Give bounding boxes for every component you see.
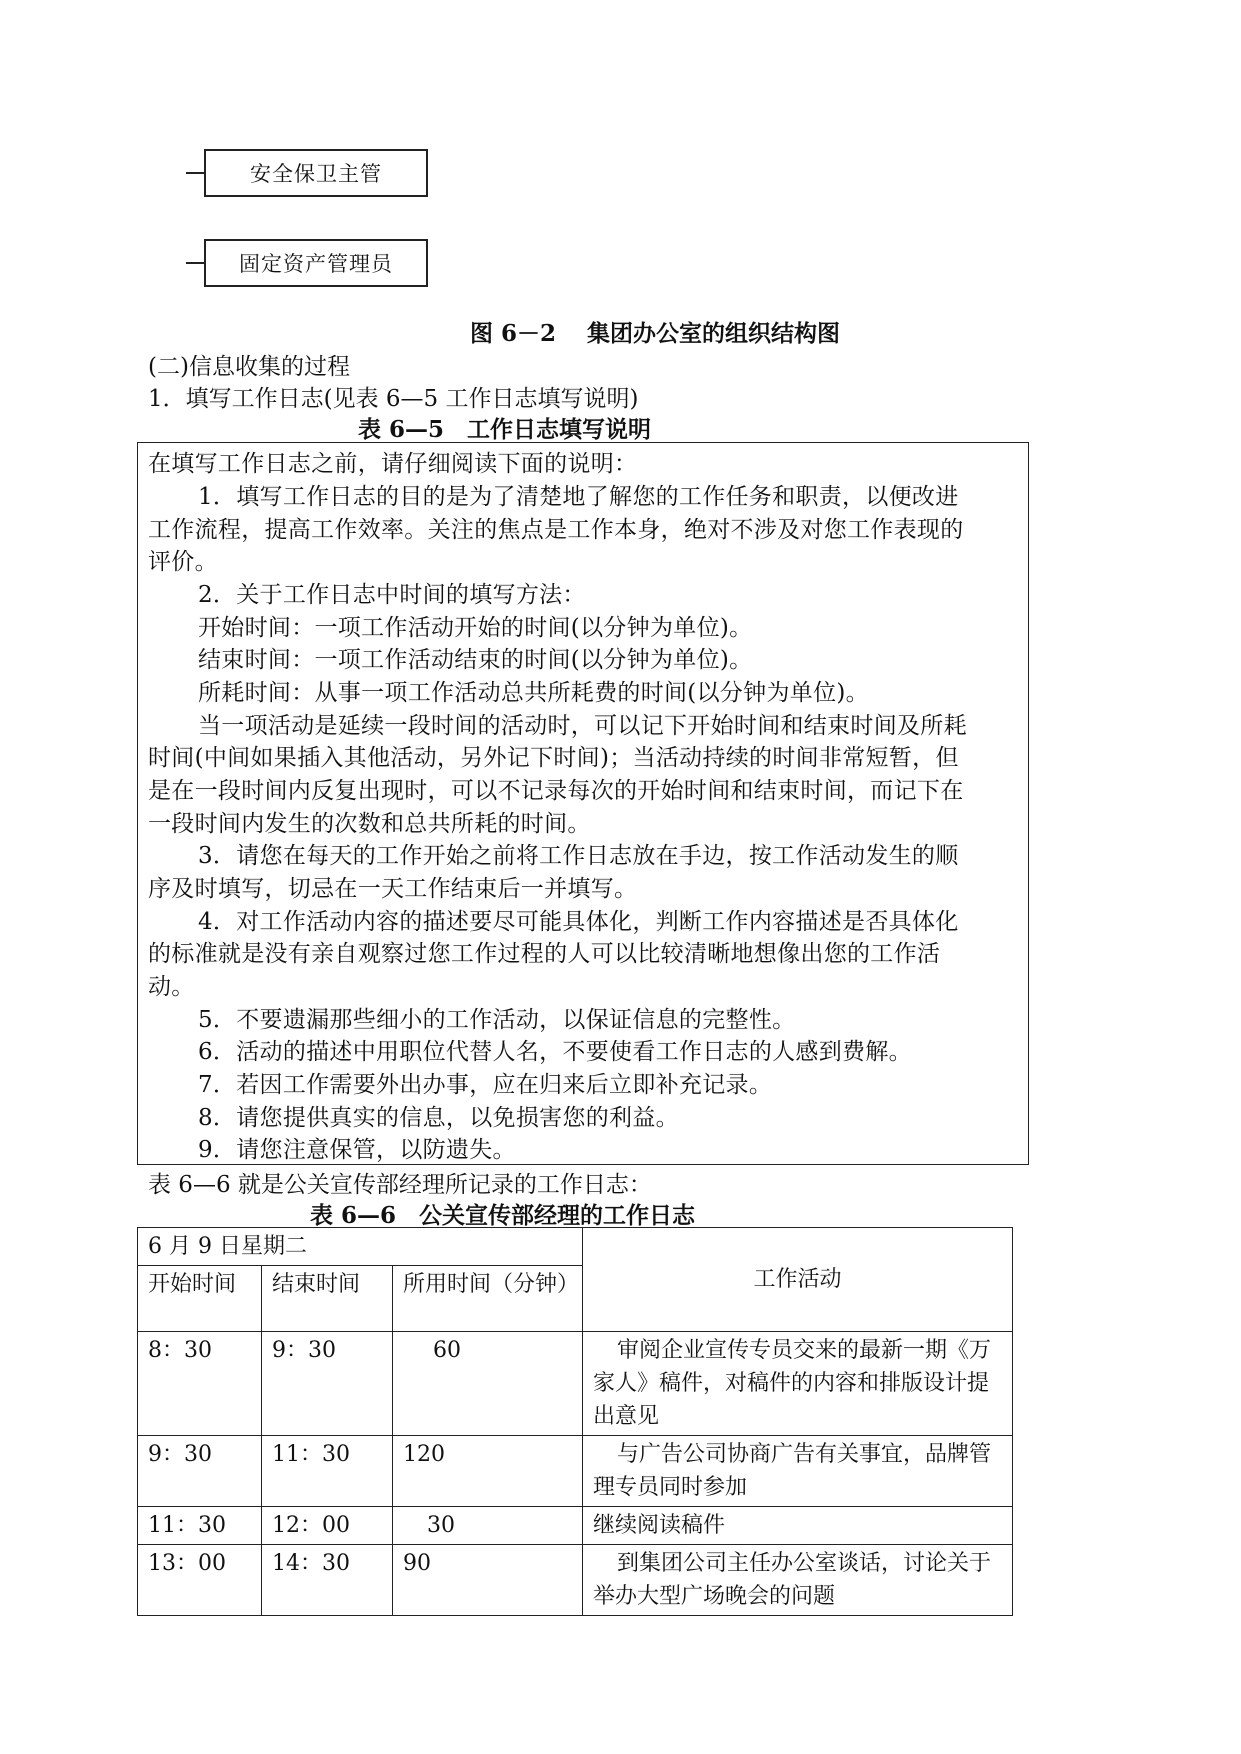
instruction-line: 8．请您提供真实的信息，以免损害您的利益。 — [198, 1105, 679, 1131]
instruction-line: 6．活动的描述中用职位代替人名，不要使看工作日志的人感到费解。 — [198, 1039, 912, 1065]
figure-caption: 图 6－2 集团办公室的组织结构图 — [470, 320, 841, 347]
end-time-cell: 14：30 — [262, 1545, 393, 1616]
end-time-cell: 12：00 — [262, 1507, 393, 1545]
instruction-line: 1．填写工作日志的目的是为了清楚地了解您的工作任务和职责，以便改进 — [198, 484, 959, 510]
instruction-line: 时间(中间如果插入其他活动，另外记下时间)；当活动持续的时间非常短暂，但 — [148, 745, 959, 771]
instruction-line: 9．请您注意保管，以防遗失。 — [198, 1137, 516, 1163]
work-log-table — [137, 1227, 1013, 1616]
instruction-line: 评价。 — [148, 549, 218, 575]
org-box-fixed-asset-clerk — [204, 239, 428, 287]
instruction-line: 2．关于工作日志中时间的填写方法： — [198, 582, 586, 608]
start-time-cell: 9：30 — [138, 1436, 262, 1507]
header-duration: 所用时间（分钟） — [393, 1266, 583, 1332]
org-connector-line — [186, 172, 204, 174]
instruction-line: 开始时间：一项工作活动开始的时间(以分钟为单位)。 — [198, 615, 753, 641]
org-box-security-supervisor — [204, 149, 428, 197]
instruction-line: 一段时间内发生的次数和总共所耗的时间。 — [148, 811, 591, 837]
instruction-line: 3．请您在每天的工作开始之前将工作日志放在手边，按工作活动发生的顺 — [198, 843, 959, 869]
instruction-line: 工作流程，提高工作效率。关注的焦点是工作本身，绝对不涉及对您工作表现的 — [148, 517, 964, 543]
activity-cell: 继续阅读稿件 — [583, 1507, 1013, 1545]
table-66-intro: 表 6—6 就是公关宣传部经理所记录的工作日志： — [148, 1172, 652, 1198]
header-start-time: 开始时间 — [138, 1266, 262, 1332]
instruction-line: 在填写工作日志之前，请仔细阅读下面的说明： — [148, 451, 638, 477]
table-66-title: 表 6—6 公关宣传部经理的工作日志 — [310, 1202, 696, 1229]
instruction-line: 序及时填写，切忌在一天工作结束后一并填写。 — [148, 876, 638, 902]
table-65-title: 表 6—5 工作日志填写说明 — [358, 416, 652, 443]
table-row — [138, 1545, 1013, 1616]
step-1-text: 1．填写工作日志(见表 6—5 工作日志填写说明) — [148, 386, 639, 412]
end-time-cell: 11：30 — [262, 1436, 393, 1507]
activity-cell: 审阅企业宣传专员交来的最新一期《万家人》稿件，对稿件的内容和排版设计提出意见 — [583, 1332, 1013, 1436]
duration-cell: 120 — [393, 1436, 583, 1507]
table-row — [138, 1228, 1013, 1266]
start-time-cell: 13：00 — [138, 1545, 262, 1616]
org-box-label: 安全保卫主管 — [250, 162, 382, 186]
instruction-line: 7．若因工作需要外出办事，应在归来后立即补充记录。 — [198, 1072, 773, 1098]
duration-cell: 30 — [393, 1507, 583, 1545]
instruction-line: 的标准就是没有亲自观察过您工作过程的人可以比较清晰地想像出您的工作活 — [148, 941, 941, 967]
start-time-cell: 11：30 — [138, 1507, 262, 1545]
date-cell: 6 月 9 日星期二 — [138, 1228, 583, 1266]
instruction-line: 是在一段时间内反复出现时，可以不记录每次的开始时间和结束时间，而记下在 — [148, 778, 964, 804]
header-end-time: 结束时间 — [262, 1266, 393, 1332]
activity-cell: 与广告公司协商广告有关事宜，品牌管理专员同时参加 — [583, 1436, 1013, 1507]
instruction-line: 所耗时间：从事一项工作活动总共所耗费的时间(以分钟为单位)。 — [198, 680, 869, 706]
start-time-cell: 8：30 — [138, 1332, 262, 1436]
end-time-cell: 9：30 — [262, 1332, 393, 1436]
instruction-line: 5．不要遗漏那些细小的工作活动，以保证信息的完整性。 — [198, 1007, 796, 1033]
instructions-box — [137, 442, 1029, 1165]
instruction-line: 结束时间：一项工作活动结束的时间(以分钟为单位)。 — [198, 647, 753, 673]
instruction-line: 动。 — [148, 974, 195, 1000]
header-activity: 工作活动 — [583, 1228, 1013, 1332]
org-box-label: 固定资产管理员 — [239, 252, 393, 276]
org-connector-line — [186, 262, 204, 264]
instruction-line: 4．对工作活动内容的描述要尽可能具体化，判断工作内容描述是否具体化 — [198, 909, 959, 935]
section-heading: (二)信息收集的过程 — [148, 354, 350, 380]
table-row — [138, 1436, 1013, 1507]
duration-cell: 90 — [393, 1545, 583, 1616]
activity-cell: 到集团公司主任办公室谈话，讨论关于举办大型广场晚会的问题 — [583, 1545, 1013, 1616]
table-row — [138, 1507, 1013, 1545]
table-row — [138, 1332, 1013, 1436]
instruction-line: 当一项活动是延续一段时间的活动时，可以记下开始时间和结束时间及所耗 — [198, 713, 967, 739]
duration-cell: 60 — [393, 1332, 583, 1436]
